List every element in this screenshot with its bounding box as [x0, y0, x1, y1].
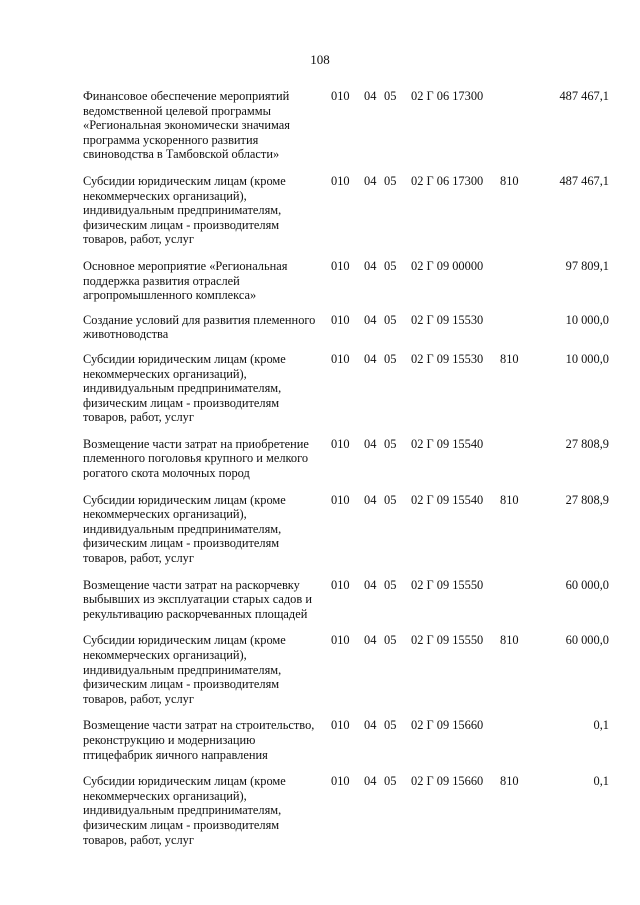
- table-row: [0, 313, 640, 342]
- section-code: 04: [364, 492, 377, 507]
- row-name: Субсидии юридическим лицам (кроме некоммерческих организаций), индивидуальным предпринимателям, физическим лицам - производителям товаров, работ, услуг: [83, 774, 286, 847]
- amount: 27 808,9: [565, 436, 609, 451]
- ministry-code: 010: [331, 173, 350, 188]
- row-name: Субсидии юридическим лицам (кроме некоммерческих организаций), индивидуальным предпринимателям, физическим лицам - производителям товаров, работ, услуг: [83, 633, 286, 706]
- budget-table: [0, 89, 640, 847]
- target-article-code: 02 Г 06 17300: [411, 89, 484, 103]
- amount: 10 000,0: [565, 312, 609, 327]
- target-article-code: 02 Г 09 15540: [411, 436, 484, 451]
- ministry-code: 010: [331, 633, 350, 648]
- target-article-code: 02 Г 09 15660: [411, 774, 484, 789]
- row-name: Финансовое обеспечение мероприятий ведомственной целевой программы «Региональная экономически значимая программа ускоренного развития свиноводства в Тамбовской области»: [83, 89, 290, 162]
- subsection-code: 05: [384, 492, 397, 507]
- ministry-code: 010: [331, 351, 350, 366]
- target-article-code: 02 Г 09 15540: [411, 492, 484, 507]
- table-row: [0, 174, 640, 247]
- ministry-code: 010: [331, 258, 350, 273]
- amount: 60 000,0: [565, 633, 609, 648]
- target-article-code: 02 Г 09 15530: [411, 312, 484, 327]
- section-code: 04: [364, 351, 377, 366]
- row-name: Субсидии юридическим лицам (кроме некоммерческих организаций), индивидуальным предпринимателям, физическим лицам - производителям товаров, работ, услуг: [83, 173, 286, 247]
- table-row: [0, 774, 640, 847]
- table-row: [0, 437, 640, 481]
- subsection-code: 05: [384, 89, 397, 103]
- row-name: Создание условий для развития племенного животноводства: [83, 312, 316, 342]
- ministry-code: 010: [331, 492, 350, 507]
- expense-type-code: 810: [500, 492, 519, 507]
- row-name: Субсидии юридическим лицам (кроме некоммерческих организаций), индивидуальным предпринимателям, физическим лицам - производителям товаров, работ, услуг: [83, 351, 286, 425]
- row-name: Возмещение части затрат на приобретение племенного поголовья крупного и мелкого рогатого скота молочных пород: [83, 436, 309, 481]
- ministry-code: 010: [331, 718, 350, 733]
- ministry-code: 010: [331, 89, 350, 103]
- row-name: Основное мероприятие «Региональная поддержка развития отраслей агропромышленного комплекса»: [83, 258, 288, 303]
- subsection-code: 05: [384, 633, 397, 648]
- table-row: [0, 718, 640, 762]
- section-code: 04: [364, 577, 377, 592]
- section-code: 04: [364, 173, 377, 188]
- table-row: [0, 493, 640, 566]
- row-name: Субсидии юридическим лицам (кроме некоммерческих организаций), индивидуальным предпринимателям, физическим лицам - производителям товаров, работ, услуг: [83, 492, 286, 566]
- subsection-code: 05: [384, 258, 397, 273]
- subsection-code: 05: [384, 312, 397, 327]
- ministry-code: 010: [331, 312, 350, 327]
- ministry-code: 010: [331, 774, 350, 789]
- subsection-code: 05: [384, 577, 397, 592]
- expense-type-code: 810: [500, 774, 519, 789]
- target-article-code: 02 Г 09 00000: [411, 258, 484, 273]
- target-article-code: 02 Г 09 15530: [411, 351, 484, 366]
- expense-type-code: 810: [500, 173, 519, 188]
- ministry-code: 010: [331, 436, 350, 451]
- subsection-code: 05: [384, 436, 397, 451]
- target-article-code: 02 Г 09 15550: [411, 577, 484, 592]
- amount: 0,1: [593, 774, 609, 789]
- amount: 27 808,9: [565, 492, 609, 507]
- table-row: [0, 578, 640, 622]
- amount: 97 809,1: [565, 258, 609, 273]
- amount: 0,1: [593, 718, 609, 733]
- expense-type-code: 810: [500, 633, 519, 648]
- table-row: [0, 352, 640, 425]
- table-row: [0, 259, 640, 303]
- amount: 487 467,1: [559, 89, 609, 103]
- amount: 10 000,0: [565, 351, 609, 366]
- subsection-code: 05: [384, 173, 397, 188]
- section-code: 04: [364, 89, 377, 103]
- amount: 487 467,1: [559, 173, 609, 188]
- table-row: [0, 89, 640, 162]
- subsection-code: 05: [384, 351, 397, 366]
- section-code: 04: [364, 258, 377, 273]
- target-article-code: 02 Г 06 17300: [411, 173, 484, 188]
- section-code: 04: [364, 436, 377, 451]
- expense-type-code: 810: [500, 351, 519, 366]
- target-article-code: 02 Г 09 15660: [411, 718, 484, 733]
- row-name: Возмещение части затрат на строительство, реконструкцию и модернизацию птицефабрик яичного направления: [83, 718, 315, 762]
- subsection-code: 05: [384, 718, 397, 733]
- row-name: Возмещение части затрат на раскорчевку выбывших из эксплуатации старых садов и рекультивацию раскорчеванных площадей: [83, 577, 312, 621]
- section-code: 04: [364, 633, 377, 648]
- ministry-code: 010: [331, 577, 350, 592]
- target-article-code: 02 Г 09 15550: [411, 633, 484, 648]
- section-code: 04: [364, 774, 377, 789]
- section-code: 04: [364, 312, 377, 327]
- amount: 60 000,0: [565, 577, 609, 592]
- subsection-code: 05: [384, 774, 397, 789]
- section-code: 04: [364, 718, 377, 733]
- table-row: [0, 633, 640, 706]
- page-number: 108: [310, 52, 330, 67]
